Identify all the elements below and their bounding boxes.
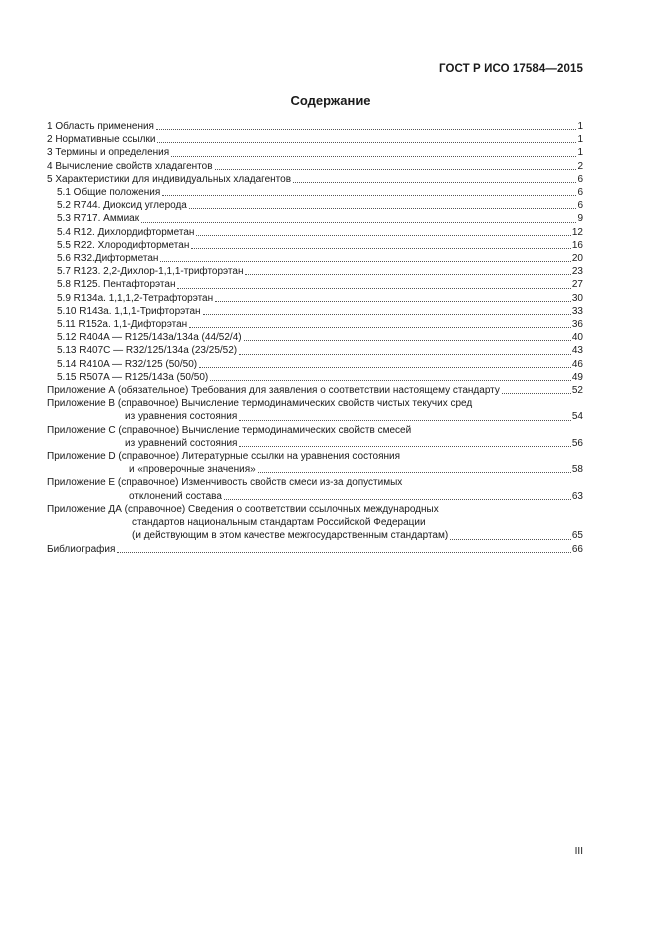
toc-item-label: 2 Нормативные ссылки [47,134,156,146]
toc-item-page: 6 [577,173,583,185]
toc-item-label: 5 Характеристики для индивидуальных хладагентов [47,173,292,185]
leader-dots [502,393,571,394]
toc-subitem[interactable] [47,252,583,265]
toc-item-annex-c[interactable] [47,424,583,450]
toc-subitem[interactable] [47,265,583,278]
toc-item-label: 5.8 R125. Пентафторэтан [57,279,176,291]
toc-item-label: Приложение D (справочное) Литературные ссылки на уравнения состояния [47,451,401,463]
toc-subitem[interactable] [47,226,583,239]
leader-dots [189,208,577,209]
toc-item-bibliography[interactable] [47,543,583,556]
toc-subitem[interactable] [47,292,583,305]
toc-item-page: 1 [577,147,583,159]
toc-subitem[interactable] [47,278,583,291]
toc-item-page: 49 [571,371,583,383]
toc-item-label: 4 Вычисление свойств хладагентов [47,160,213,172]
leader-dots [196,235,570,236]
toc-item-label: Библиография [47,543,116,555]
leader-dots [117,552,570,553]
leader-dots [157,142,576,143]
toc-item-page: 58 [571,464,583,476]
toc-item-page: 66 [571,543,583,555]
toc-item-label: 5.4 R12. Дихлордифторметан [57,226,195,238]
toc-item-page: 16 [571,239,583,251]
toc-item-annex-d[interactable] [47,450,583,476]
leader-dots [244,340,571,341]
toc-item-page: 23 [571,266,583,278]
toc-item-page: 30 [571,292,583,304]
toc-item-page: 54 [571,411,583,423]
toc-item-terms[interactable] [47,146,583,159]
toc-item-label-continued: стандартов национальным стандартам Российской Федерации [132,517,426,529]
toc-item-label: 5.5 R22. Хлородифторметан [57,239,190,251]
toc-item-label: Приложение А (обязательное) Требования для заявления о соответствии настоящему стандарту [47,385,500,397]
toc-item-label: Приложение Е (справочное) Изменчивость свойств смеси из-за допустимых [47,477,403,489]
toc-item-page: 56 [571,437,583,449]
leader-dots [293,182,576,183]
toc-item-label: 5.3 R717. Аммиак [57,213,140,225]
toc-item-calculation[interactable] [47,160,583,173]
toc-item-page: 65 [571,530,583,542]
leader-dots [215,169,577,170]
table-of-contents [47,120,583,556]
leader-dots [156,129,576,130]
toc-item-page: 52 [571,385,583,397]
toc-subitem[interactable] [47,331,583,344]
leader-dots [239,446,570,447]
toc-item-annex-b[interactable] [47,397,583,423]
toc-item-label-continued: и «проверочные значения» [129,464,256,476]
toc-item-label: 5.7 R123. 2,2-Дихлор-1,1,1-трифторэтан [57,266,244,278]
toc-item-label-continued: из уравнений состояния [125,437,238,449]
toc-item-label: 5.14 R410A — R32/125 (50/50) [57,358,198,370]
toc-item-page: 63 [571,490,583,502]
toc-item-label: 5.1 Общие положения [57,187,161,199]
leader-dots [258,472,571,473]
leader-dots [177,288,570,289]
toc-item-label: 5.9 R134a. 1,1,1,2-Тетрафторэтан [57,292,214,304]
toc-item-annex-da[interactable] [47,503,583,543]
toc-subitem[interactable] [47,358,583,371]
leader-dots [160,261,570,262]
leader-dots [245,274,570,275]
toc-item-label: 1 Область применения [47,121,154,132]
toc-subitem[interactable] [47,344,583,357]
toc-item-page: 20 [571,253,583,265]
leader-dots [191,248,571,249]
toc-item-label: 5.13 R407C — R32/125/134a (23/25/52) [57,345,238,357]
toc-item-page: 40 [571,332,583,344]
toc-item-annex-a[interactable] [47,384,583,397]
toc-item-label: 5.6 R32.Дифторметан [57,253,159,265]
toc-item-page: 12 [571,226,583,238]
toc-item-page: 33 [571,305,583,317]
toc-item-annex-e[interactable] [47,476,583,502]
page-number: III [574,846,583,857]
leader-dots [141,222,576,223]
toc-item-label-continued: из уравнения состояния [125,411,238,423]
toc-item-page: 6 [577,187,583,199]
toc-item-page: 6 [577,200,583,212]
toc-item-normative-references[interactable] [47,133,583,146]
toc-item-page: 2 [577,160,583,172]
leader-dots [210,380,571,381]
leader-dots [162,195,576,196]
toc-item-page: 9 [577,213,583,225]
toc-item-characteristics[interactable] [47,173,583,186]
page-title: Содержание [290,93,371,108]
toc-subitem[interactable] [47,186,583,199]
leader-dots [203,314,571,315]
leader-dots [199,367,571,368]
document-code: ГОСТ Р ИСО 17584—2015 [438,63,583,75]
toc-subitem[interactable] [47,199,583,212]
toc-item-label: 5.12 R404A — R125/143a/134a (44/52/4) [57,332,242,344]
toc-item-page: 27 [571,279,583,291]
toc-subitem[interactable] [47,212,583,225]
toc-item-label: 3 Термины и определения [47,147,170,159]
toc-subitem[interactable] [47,318,583,331]
toc-item-label-continued: (и действующим в этом качестве межгосударственным стандартам) [132,530,449,542]
toc-item-label: 5.10 R143a. 1,1,1-Трифторэтан [57,305,201,317]
toc-item-label: Приложение ДА (справочное) Сведения о соответствии ссылочных международных [47,503,439,515]
toc-item-label: 5.11 R152a. 1,1-Дифторэтан [57,319,188,331]
leader-dots [450,539,571,540]
toc-subitem[interactable] [47,371,583,384]
leader-dots [239,354,571,355]
toc-item-page: 1 [577,134,583,146]
toc-item-page: 43 [571,345,583,357]
leader-dots [215,301,571,302]
toc-item-label: 5.2 R744. Диоксид углерода [57,200,187,212]
leader-dots [224,499,571,500]
leader-dots [171,156,576,157]
toc-subitem[interactable] [47,305,583,318]
toc-item-page: 36 [571,319,583,331]
toc-item-page: 1 [577,121,583,132]
toc-item-label: 5.15 R507A — R125/143a (50/50) [57,371,209,383]
toc-subitem[interactable] [47,239,583,252]
toc-item-label-continued: отклонений состава [129,490,222,502]
toc-item-page: 46 [571,358,583,370]
leader-dots [239,420,571,421]
toc-item-label: Приложение С (справочное) Вычисление термодинамических свойств смесей [47,424,412,436]
toc-item-scope[interactable] [47,120,583,133]
leader-dots [189,327,571,328]
toc-item-label: Приложение В (справочное) Вычисление термодинамических свойств чистых текучих сред [47,398,473,410]
